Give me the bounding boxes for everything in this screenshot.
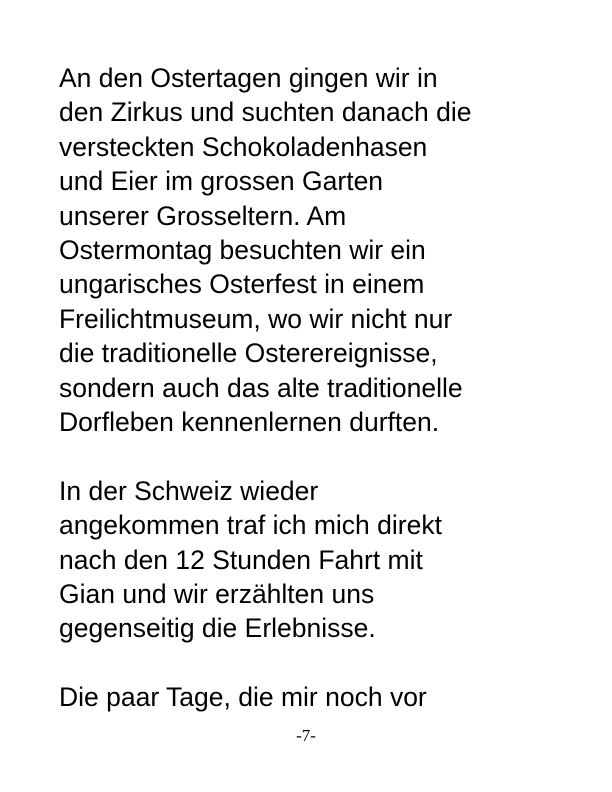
text-line: sondern auch das alte traditionelle: [59, 372, 463, 403]
text-line: Gian und wir erzählten uns: [59, 579, 375, 610]
text-line: und Eier im grossen Garten: [59, 166, 384, 197]
text-line: versteckten Schokoladenhasen: [59, 131, 428, 162]
text-line: Die paar Tage, die mir noch vor: [59, 682, 427, 713]
text-line: angekommen traf ich mich direkt: [59, 510, 442, 541]
paragraph: [59, 474, 579, 646]
body-text: [59, 61, 579, 749]
text-line: Ostermontag besuchten wir ein: [59, 235, 426, 266]
text-line: Dorfleben kennenlernen durften.: [59, 407, 440, 438]
text-line: die traditionelle Osterereignisse,: [59, 338, 438, 369]
page-number: -7-: [296, 726, 316, 745]
text-line: gegenseitig die Erlebnisse.: [59, 613, 376, 644]
text-line: nach den 12 Stunden Fahrt mit: [59, 544, 423, 575]
paragraph: [59, 61, 579, 439]
text-line: Freilichtmuseum, wo wir nicht nur: [59, 303, 453, 334]
text-line: unserer Grosseltern. Am: [59, 200, 347, 231]
text-line: den Zirkus und suchten danach die: [59, 97, 472, 128]
text-line: In der Schweiz wieder: [59, 475, 319, 506]
paragraph: [59, 680, 579, 714]
text-line: An den Ostertagen gingen wir in: [59, 63, 438, 93]
text-line: ungarisches Osterfest in einem: [59, 269, 425, 300]
